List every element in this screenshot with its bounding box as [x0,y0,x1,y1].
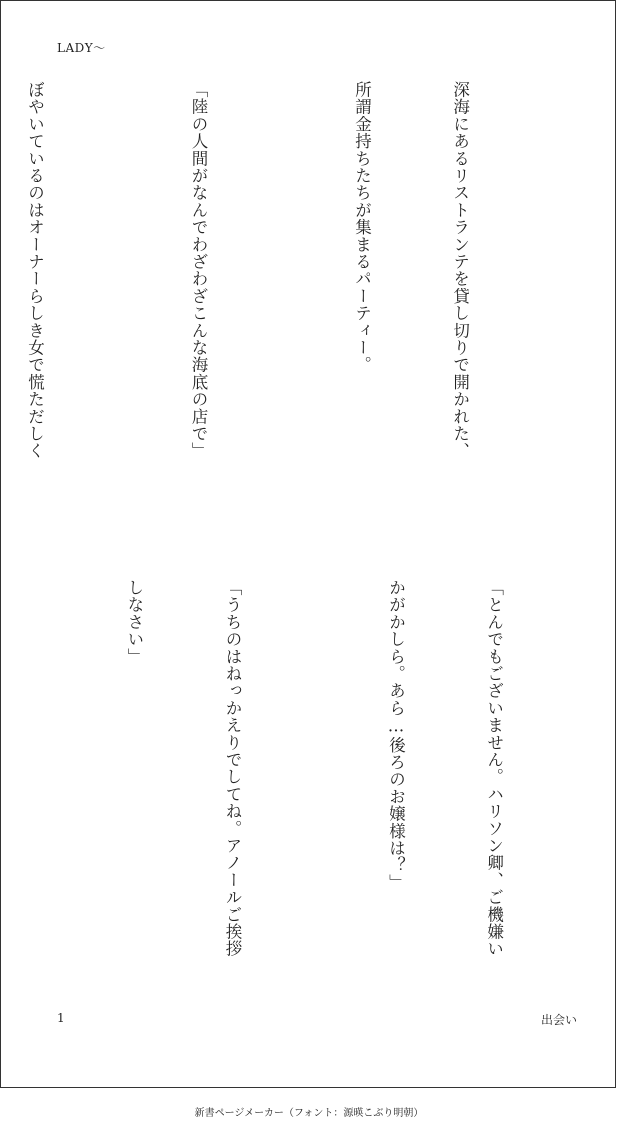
text-line: 「うちのはねっかえりでしてね。アノールご挨拶 [222,579,242,958]
running-footer-chapter: 出会い [540,1013,577,1027]
top-text-block [0,81,541,521]
running-header-title: LADY〜 [57,41,106,55]
text-line: 「とんでもございません。ハリソン卿、ご機嫌い [484,579,504,958]
text-line: ぼやいているのはオーナーらしき女で慌ただしく [25,81,45,460]
text-line: 所謂金持ちたちが集まるパーティー。 [352,81,372,374]
page-number: 1 [57,1011,65,1025]
text-line: 「陸の人間がなんでわざわざこんな海底の店で」 [188,81,208,460]
text-line: 深海にあるリストランテを貸し切りで開かれた、 [450,81,470,460]
bottom-text-block [0,579,575,999]
generator-credit: 新書ページメーカー（フォント：源暎こぶり明朝） [194,1108,424,1119]
text-line: しなさい」 [124,579,144,665]
text-line: かがかしら。あら…後ろのお嬢様は？」 [386,579,406,892]
